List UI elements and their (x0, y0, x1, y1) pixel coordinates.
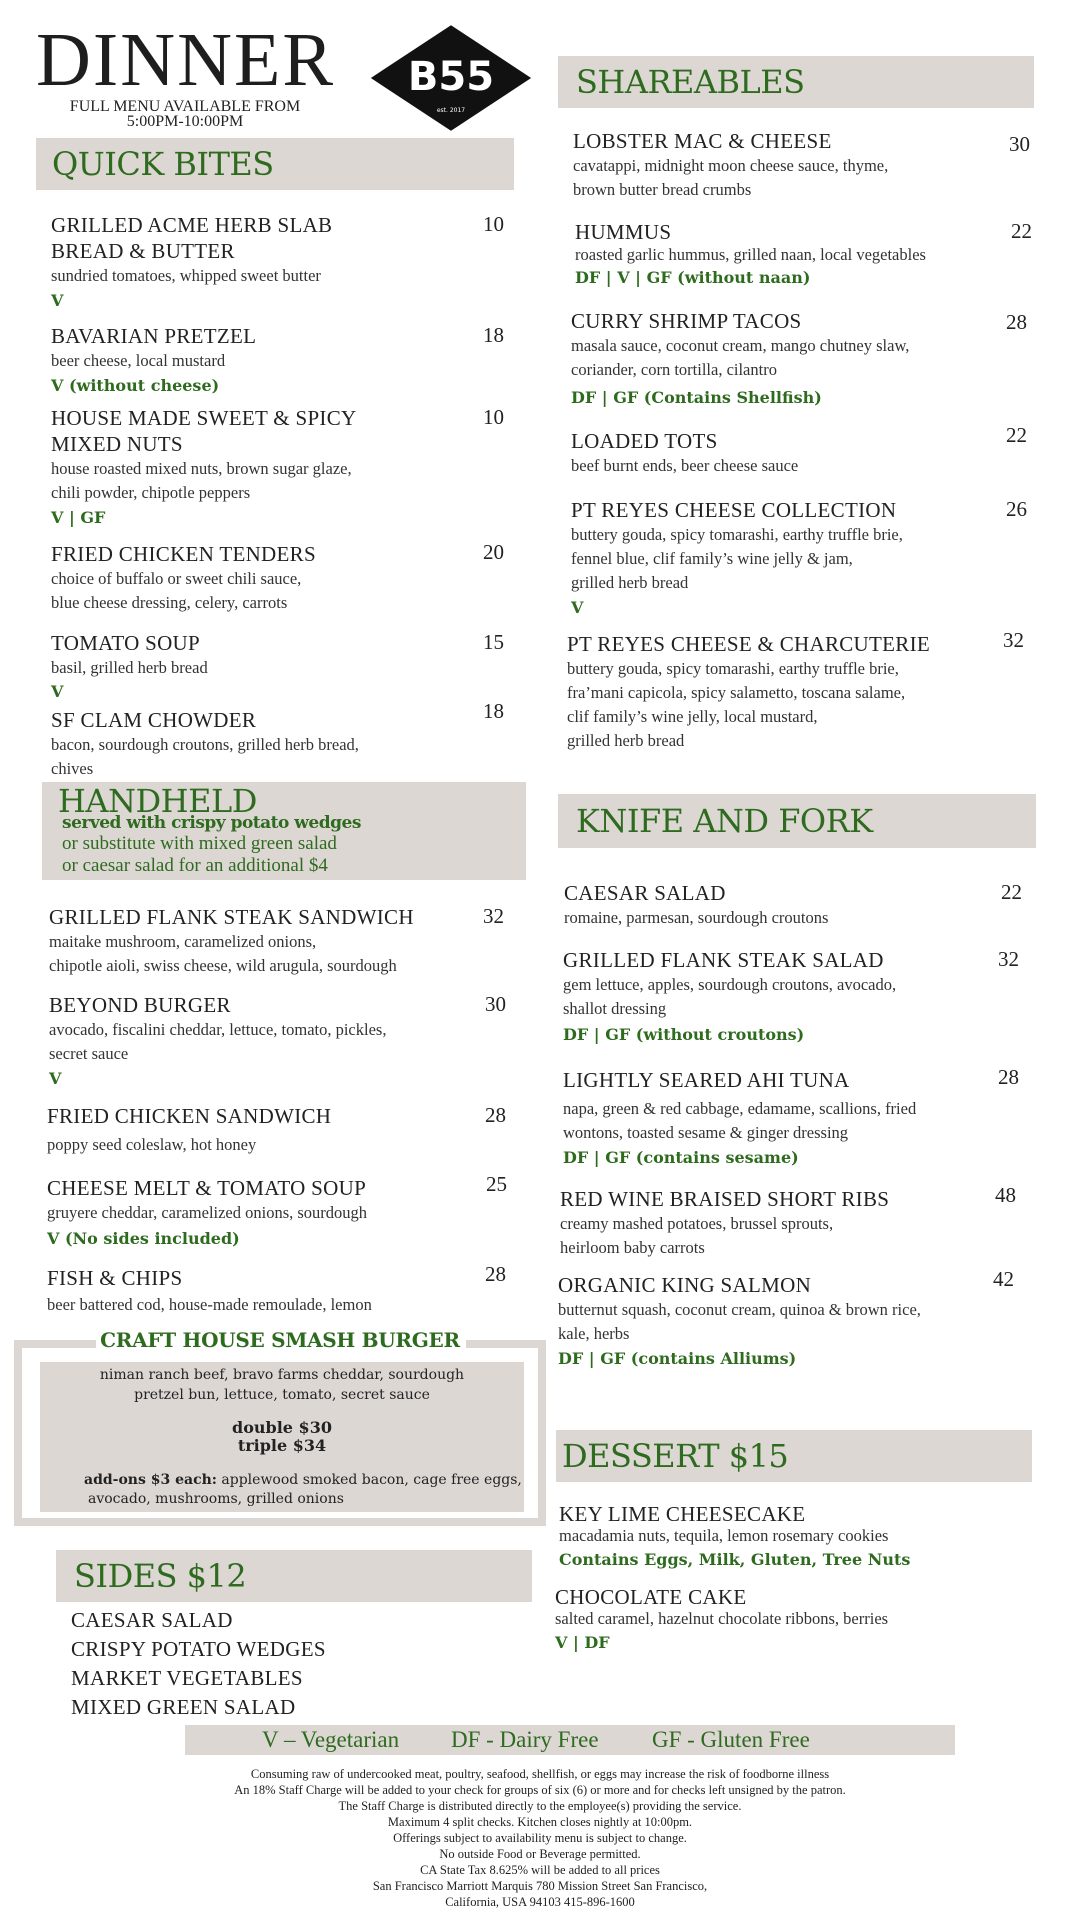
smash-burger-desc-1: niman ranch beef, bravo farms cheddar, sourdough (99, 1367, 465, 1383)
item-name: BAVARIAN PRETZEL (51, 324, 257, 348)
item-price: 10 (483, 212, 504, 236)
item-desc-cont: chili powder, chipotle peppers (51, 483, 251, 502)
item-name: FRIED CHICKEN SANDWICH (47, 1104, 332, 1128)
item-name: HUMMUS (575, 220, 672, 244)
item-name: ORGANIC KING SALMON (558, 1273, 812, 1297)
item-desc-cont: heirloom baby carrots (560, 1238, 705, 1257)
footer-notes (0, 1766, 1080, 1910)
hours-line-2: 5:00PM-10:00PM (126, 113, 244, 130)
item-name: CHOCOLATE CAKE (555, 1585, 747, 1609)
item-price: 10 (483, 405, 504, 429)
menu-item (564, 880, 984, 930)
footer-line: Consuming raw of undercooked meat, poultry, seafood, shellfish, or eggs may increase the risk of foodborne illness (250, 1767, 830, 1781)
dietary-tag: V | GF (51, 508, 106, 527)
item-desc-cont: kale, herbs (558, 1324, 630, 1343)
dietary-tag: Contains Eggs, Milk, Gluten, Tree Nuts (559, 1550, 911, 1569)
item-name: RED WINE BRAISED SHORT RIBS (560, 1187, 890, 1211)
item-desc: romaine, parmesan, sourdough croutons (564, 908, 829, 927)
menu-item (555, 1585, 995, 1655)
item-desc-cont: grilled herb bread (571, 573, 689, 592)
menu-item (51, 405, 461, 530)
addons-list: applewood smoked bacon, cage free eggs, (221, 1472, 522, 1488)
dietary-tag: V (571, 598, 584, 617)
item-desc: roasted garlic hummus, grilled naan, local vegetables (575, 245, 926, 264)
item-desc: sundried tomatoes, whipped sweet butter (51, 266, 321, 285)
menu-item (563, 947, 983, 1047)
item-desc-cont: fennel blue, clif family’s wine jelly & jam, (571, 549, 853, 568)
menu-item (567, 631, 987, 753)
item-desc: macadamia nuts, tequila, lemon rosemary cookies (559, 1526, 889, 1545)
item-price: 30 (1009, 132, 1030, 156)
handheld-note-1: served with crispy potato wedges (62, 813, 361, 833)
menu-item (558, 1272, 988, 1371)
menu-item (571, 308, 991, 410)
item-price: 28 (1006, 310, 1027, 334)
item-price: 32 (998, 947, 1019, 971)
legend-vegetarian: V – Vegetarian (262, 1727, 400, 1752)
item-name: CHEESE MELT & TOMATO SOUP (47, 1176, 367, 1200)
item-price: 48 (995, 1183, 1016, 1207)
item-desc: buttery gouda, spicy tomarashi, earthy truffle brie, (567, 659, 899, 678)
item-price: 25 (486, 1172, 507, 1196)
menu-item (560, 1186, 980, 1260)
item-name-cont: MIXED NUTS (51, 432, 183, 456)
item-desc: beef burnt ends, beer cheese sauce (571, 456, 799, 475)
menu-item (51, 630, 461, 703)
footer-line: An 18% Staff Charge will be added to your check for groups of six (6) or more and for checks left unsigned by the patron. (234, 1783, 846, 1797)
quick-bites-title: QUICK BITES (52, 145, 274, 183)
item-price: 15 (483, 630, 504, 654)
item-desc-cont: chipotle aioli, swiss cheese, wild arugula, sourdough (49, 956, 397, 975)
item-desc: cavatappi, midnight moon cheese sauce, thyme, (573, 156, 889, 175)
smash-burger-addons (84, 1472, 524, 1488)
item-price: 18 (483, 323, 504, 347)
item-name: GRILLED FLANK STEAK SANDWICH (49, 905, 414, 929)
item-name: FRIED CHICKEN TENDERS (51, 542, 316, 566)
item-name: PT REYES CHEESE & CHARCUTERIE (567, 632, 931, 656)
item-name: SF CLAM CHOWDER (51, 708, 257, 732)
item-desc: house roasted mixed nuts, brown sugar glaze, (51, 459, 352, 478)
menu-item (559, 1502, 999, 1572)
dietary-tag: V (No sides included) (47, 1229, 240, 1248)
item-price: 32 (483, 904, 504, 928)
menu-item (47, 1265, 467, 1317)
footer-line: San Francisco Marriott Marquis 780 Mission Street San Francisco, (372, 1879, 708, 1893)
hours-line-1: FULL MENU AVAILABLE FROM (69, 98, 301, 115)
dietary-tag: V (51, 291, 64, 310)
item-name: HOUSE MADE SWEET & SPICY (51, 406, 357, 430)
dietary-tag: DF | GF (contains sesame) (563, 1148, 799, 1167)
menu-item (575, 219, 995, 290)
dietary-tag: V (49, 1069, 62, 1088)
item-desc: gem lettuce, apples, sourdough croutons, avocado, (563, 975, 897, 994)
legend-dairy-free: DF - Dairy Free (451, 1727, 599, 1752)
item-desc-cont: fra’mani capicola, spicy salametto, toscana salame, (567, 683, 906, 702)
smash-burger-triple: triple $34 (237, 1436, 327, 1455)
menu-item (49, 904, 469, 978)
item-desc: poppy seed coleslaw, hot honey (47, 1135, 257, 1154)
item-desc-cont: wontons, toasted sesame & ginger dressing (563, 1123, 849, 1142)
item-price: 42 (993, 1267, 1014, 1291)
smash-burger-title: CRAFT HOUSE SMASH BURGER (100, 1328, 460, 1352)
side-item: MARKET VEGETABLES (71, 1666, 303, 1690)
item-price: 20 (483, 540, 504, 564)
item-desc: beer battered cod, house-made remoulade, lemon (47, 1295, 372, 1314)
menu-item (51, 707, 461, 781)
item-desc: butternut squash, coconut cream, quinoa & brown rice, (558, 1300, 921, 1319)
item-desc-cont: brown butter bread crumbs (573, 180, 752, 199)
item-desc: masala sauce, coconut cream, mango chutney slaw, (571, 336, 910, 355)
dietary-tag: V (without cheese) (51, 376, 220, 395)
item-price: 30 (485, 992, 506, 1016)
item-price: 28 (485, 1262, 506, 1286)
item-name: FISH & CHIPS (47, 1266, 183, 1290)
item-name: TOMATO SOUP (51, 631, 200, 655)
item-desc-cont: coriander, corn tortilla, cilantro (571, 360, 777, 379)
b55-logo (367, 22, 535, 134)
legend-gluten-free: GF - Gluten Free (652, 1727, 810, 1752)
smash-burger-desc-2: pretzel bun, lettuce, tomato, secret sauce (134, 1387, 430, 1403)
item-desc: basil, grilled herb bread (51, 658, 208, 677)
side-item: CRISPY POTATO WEDGES (71, 1637, 326, 1661)
menu-item (47, 1103, 467, 1157)
handheld-note-2: or substitute with mixed green salad (62, 833, 337, 854)
menu-item (51, 212, 461, 313)
item-price: 32 (1003, 628, 1024, 652)
dietary-tag: V (51, 682, 64, 701)
addons-label: add-ons $3 each: (84, 1472, 217, 1488)
menu-item (51, 323, 461, 398)
menu-item (573, 128, 983, 202)
dietary-tag: V | DF (555, 1633, 610, 1652)
knife-fork-title: KNIFE AND FORK (576, 802, 873, 840)
item-desc-cont: secret sauce (49, 1044, 129, 1063)
item-price: 22 (1001, 880, 1022, 904)
item-name-cont: BREAD & BUTTER (51, 239, 235, 263)
item-price: 18 (483, 699, 504, 723)
item-name: LIGHTLY SEARED AHI TUNA (563, 1068, 850, 1092)
item-name: CAESAR SALAD (564, 881, 726, 905)
footer-line: The Staff Charge is distributed directly to the employee(s) providing the service. (338, 1799, 742, 1813)
item-price: 28 (485, 1103, 506, 1127)
footer-line: California, USA 94103 415-896-1600 (445, 1895, 635, 1909)
footer-line: Offerings subject to availability menu is subject to change. (393, 1831, 687, 1845)
item-price: 28 (998, 1065, 1019, 1089)
item-desc: creamy mashed potatoes, brussel sprouts, (560, 1214, 834, 1233)
page-title: DINNER (36, 18, 336, 102)
item-name: GRILLED FLANK STEAK SALAD (563, 948, 884, 972)
dietary-tag: DF | GF (without croutons) (563, 1025, 805, 1044)
menu-item (571, 428, 991, 478)
item-name: KEY LIME CHEESECAKE (559, 1502, 806, 1526)
item-desc-cont: chives (51, 759, 94, 778)
side-item: MIXED GREEN SALAD (71, 1695, 296, 1719)
item-desc-cont: blue cheese dressing, celery, carrots (51, 593, 288, 612)
smash-burger-double: double $30 (232, 1418, 332, 1437)
item-price: 26 (1006, 497, 1027, 521)
sides-title: SIDES $12 (74, 1557, 247, 1595)
dessert-title: DESSERT $15 (562, 1437, 789, 1475)
logo-text: B55 (407, 54, 495, 100)
menu-item (563, 1067, 993, 1170)
item-desc-cont: shallot dressing (563, 999, 667, 1018)
item-desc: salted caramel, hazelnut chocolate ribbons, berries (555, 1609, 889, 1628)
item-desc-cont: clif family’s wine jelly, local mustard, (567, 707, 818, 726)
item-name: CURRY SHRIMP TACOS (571, 309, 802, 333)
item-desc: beer cheese, local mustard (51, 351, 226, 370)
menu-item (47, 1175, 467, 1251)
side-item: CAESAR SALAD (71, 1608, 233, 1632)
item-name: PT REYES CHEESE COLLECTION (571, 498, 897, 522)
item-name: LOBSTER MAC & CHEESE (573, 129, 832, 153)
item-name: BEYOND BURGER (49, 993, 231, 1017)
menu-item (51, 541, 461, 615)
dietary-tag: DF | GF (Contains Shellfish) (571, 388, 822, 407)
item-name: GRILLED ACME HERB SLAB (51, 213, 333, 237)
dietary-tag: DF | GF (contains Alliums) (558, 1349, 797, 1368)
item-desc: gruyere cheddar, caramelized onions, sourdough (47, 1203, 368, 1222)
item-desc: avocado, fiscalini cheddar, lettuce, tomato, pickles, (49, 1020, 387, 1039)
item-desc: napa, green & red cabbage, edamame, scallions, fried (563, 1099, 917, 1118)
item-desc: maitake mushroom, caramelized onions, (49, 932, 317, 951)
handheld-title: HANDHELD (58, 782, 257, 820)
item-desc-cont: grilled herb bread (567, 731, 685, 750)
footer-line: No outside Food or Beverage permitted. (439, 1847, 641, 1861)
shareables-title: SHAREABLES (576, 63, 805, 101)
menu-item (49, 992, 469, 1091)
handheld-note-3: or caesar salad for an additional $4 (62, 855, 328, 876)
item-name: LOADED TOTS (571, 429, 718, 453)
menu-item (571, 497, 991, 620)
item-price: 22 (1011, 219, 1032, 243)
logo-small-text: est. 2017 (436, 107, 466, 114)
item-desc: bacon, sourdough croutons, grilled herb bread, (51, 735, 359, 754)
footer-line: Maximum 4 split checks. Kitchen closes nightly at 10:00pm. (387, 1815, 693, 1829)
dietary-tag: DF | V | GF (without naan) (575, 268, 811, 287)
sides-list (71, 1606, 326, 1722)
smash-burger-addons-cont: avocado, mushrooms, grilled onions (88, 1491, 344, 1507)
item-desc: choice of buffalo or sweet chili sauce, (51, 569, 302, 588)
footer-line: CA State Tax 8.625% will be added to all prices (420, 1863, 660, 1877)
item-desc: buttery gouda, spicy tomarashi, earthy truffle brie, (571, 525, 903, 544)
item-price: 22 (1006, 423, 1027, 447)
